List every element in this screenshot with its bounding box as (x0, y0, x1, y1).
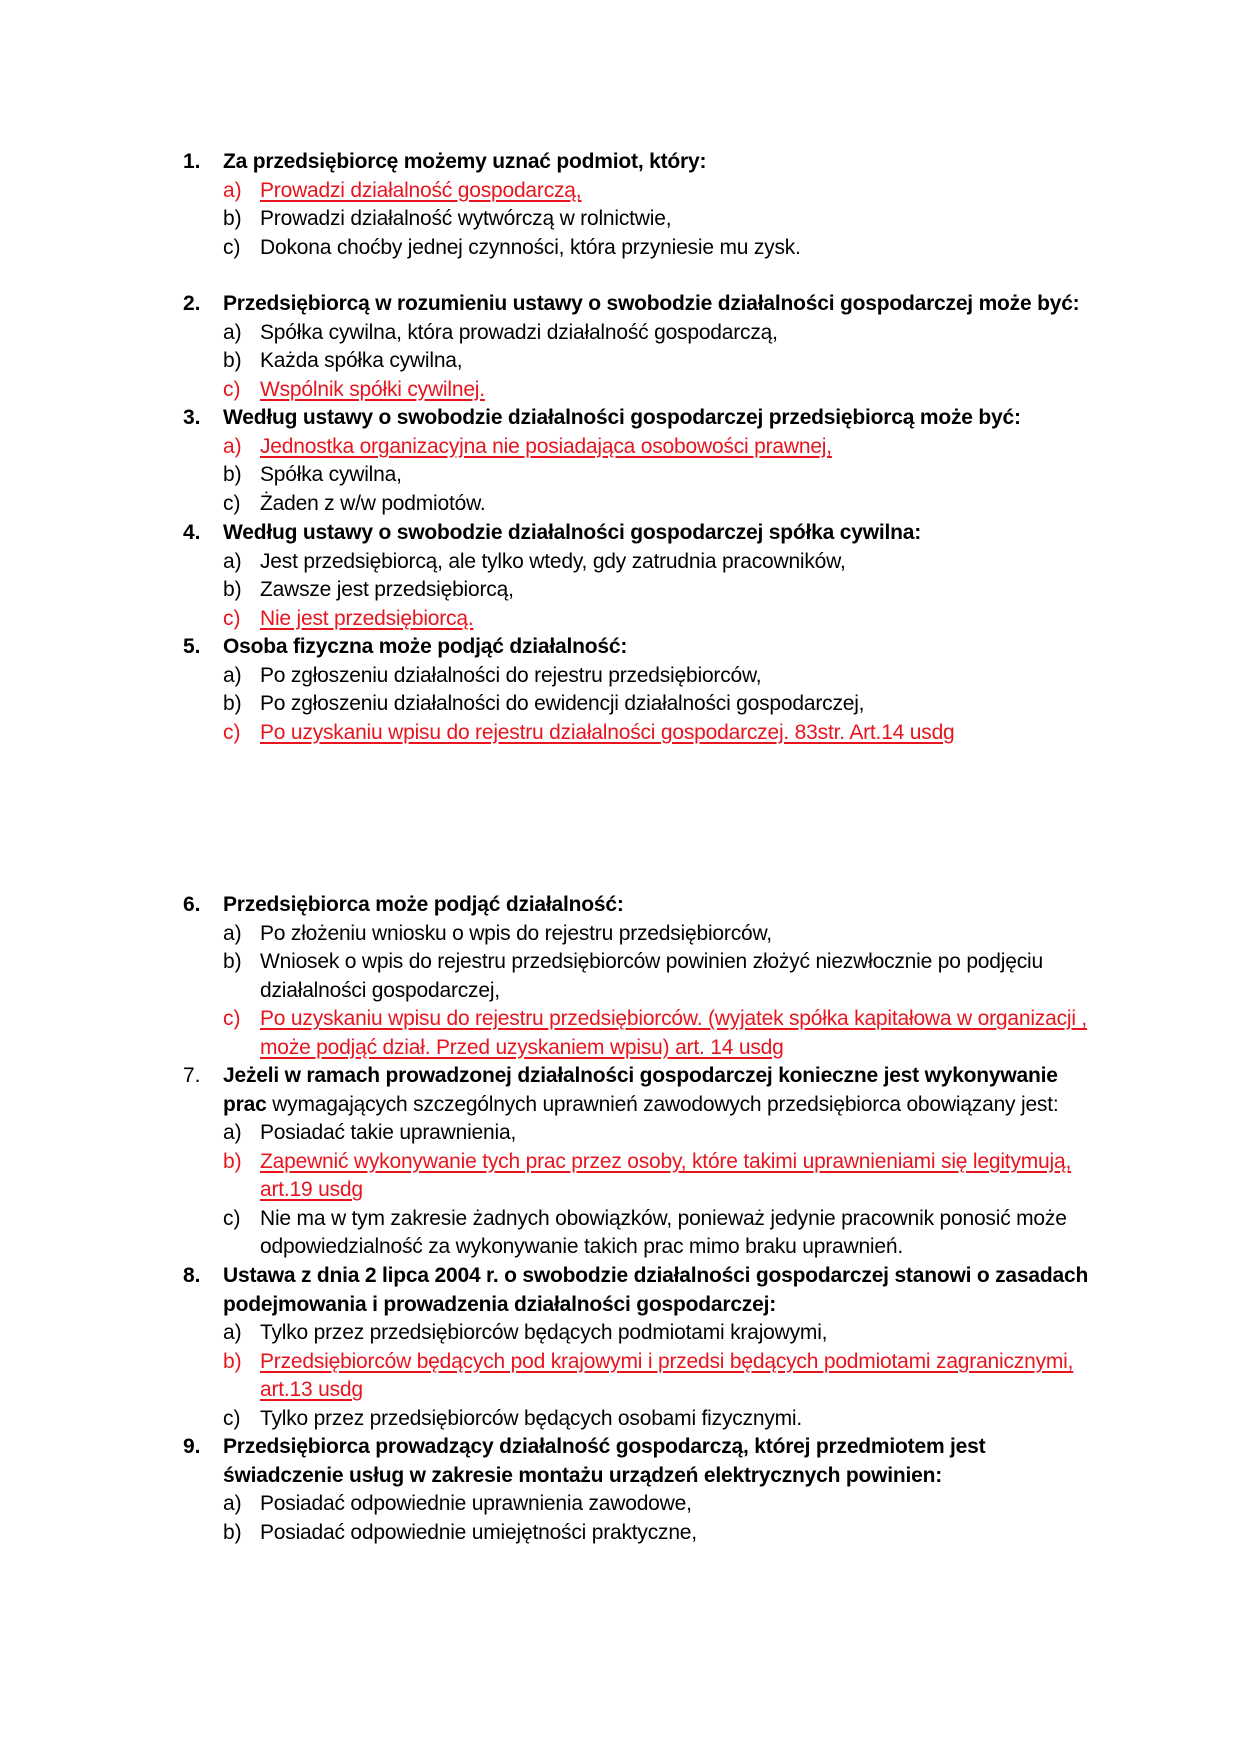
question-text: Za przedsiębiorcę możemy uznać podmiot, który: (223, 150, 707, 173)
option-c (0, 376, 1240, 405)
question-4 (0, 519, 1240, 633)
option-b (0, 461, 1240, 490)
option-text: Żaden z w/w podmiotów. (260, 491, 486, 515)
question-1 (0, 148, 1240, 262)
option-letter: b) (223, 207, 242, 230)
option-b (0, 576, 1240, 605)
question-number: 5. (183, 635, 201, 658)
option-text: Posiadać odpowiednie umiejętności praktyczne, (260, 1520, 697, 1544)
option-letter: b) (223, 1349, 242, 1373)
question-line (0, 891, 1240, 920)
question-number: 1. (183, 150, 201, 173)
question-line (0, 519, 1240, 548)
option-a (0, 1490, 1240, 1519)
option-letter: c) (223, 491, 241, 515)
question-text: Według ustawy o swobodzie działalności gospodarczej przedsiębiorcą może być: (223, 406, 1021, 429)
option-letter: b) (223, 1520, 242, 1544)
option-a (0, 177, 1240, 206)
option-text: Posiadać odpowiednie uprawnienia zawodowe, (260, 1492, 692, 1515)
question-text-normal: wymagających szczególnych uprawnień zawodowych przedsiębiorca obowiązany jest: (266, 1092, 1059, 1116)
option-text: Posiadać takie uprawnienia, (260, 1121, 517, 1144)
option-text: Prowadzi działalność wytwórczą w rolnictwie, (260, 207, 672, 230)
option-b (0, 1148, 1240, 1177)
question-text-continuation: świadczenie usług w zakresie montażu urządzeń elektrycznych powinien: (223, 1463, 943, 1487)
option-text: Po zgłoszeniu działalności do rejestru przedsiębiorców, (260, 663, 762, 687)
option-letter: b) (223, 1149, 242, 1173)
option-text: Jest przedsiębiorcą, ale tylko wtedy, gdy zatrudnia pracowników, (260, 549, 846, 573)
option-letter: c) (223, 235, 241, 259)
option-letter: a) (223, 434, 242, 458)
question-7 (0, 1062, 1240, 1262)
option-a (0, 1119, 1240, 1148)
option-text: Każda spółka cywilna, (260, 349, 463, 372)
option-b-continuation (0, 977, 1240, 1006)
option-text: Zapewnić wykonywanie tych prac przez osoby, które takimi uprawnieniami się legitymują, (260, 1149, 1072, 1173)
option-text: Tylko przez przedsiębiorców będących podmiotami krajowymi, (260, 1321, 828, 1344)
question-number: 8. (183, 1264, 201, 1287)
option-b (0, 347, 1240, 376)
option-c (0, 1405, 1240, 1434)
option-text: Nie ma w tym zakresie żadnych obowiązków, ponieważ jedynie pracownik ponosić może (260, 1206, 1067, 1230)
option-a (0, 319, 1240, 348)
question-3 (0, 404, 1240, 518)
question-text: Według ustawy o swobodzie działalności gospodarczej spółka cywilna: (223, 521, 922, 544)
question-text-continuation: podejmowania i prowadzenia działalności gospodarczej: (223, 1292, 777, 1316)
option-c-continuation (0, 1034, 1240, 1063)
option-text: Nie jest przedsiębiorcą. (260, 606, 474, 630)
option-b-continuation (0, 1176, 1240, 1205)
option-text: Przedsiębiorców będących pod krajowymi i przedsi będących podmiotami zagranicznymi, (260, 1349, 1074, 1373)
question-line-2 (0, 1462, 1240, 1491)
option-b (0, 948, 1240, 977)
question-line (0, 1062, 1240, 1091)
option-b-continuation (0, 1376, 1240, 1405)
option-letter: a) (223, 320, 242, 344)
question-9 (0, 1433, 1240, 1547)
option-c (0, 719, 1240, 748)
option-letter: a) (223, 663, 242, 687)
option-text: Po uzyskaniu wpisu do rejestru działalności gospodarczej. 83str. Art.14 usdg (260, 720, 955, 744)
question-number: 2. (183, 292, 201, 315)
option-text: Po zgłoszeniu działalności do ewidencji działalności gospodarczej, (260, 692, 865, 715)
option-letter: a) (223, 1321, 242, 1344)
option-c (0, 234, 1240, 263)
question-line (0, 633, 1240, 662)
option-text-continuation: art.19 usdg (260, 1178, 363, 1201)
question-line (0, 404, 1240, 433)
option-letter: b) (223, 463, 242, 486)
option-letter: c) (223, 1007, 241, 1030)
question-text-continuation (223, 1091, 1059, 1120)
question-number: 4. (183, 521, 201, 544)
option-text: Wspólnik spółki cywilnej. (260, 377, 485, 401)
option-text: Prowadzi działalność gospodarczą, (260, 178, 582, 202)
option-text: Spółka cywilna, (260, 463, 402, 486)
option-a (0, 433, 1240, 462)
option-text-continuation: art.13 usdg (260, 1378, 363, 1401)
question-text: Przedsiębiorca może podjąć działalność: (223, 893, 624, 916)
option-b (0, 205, 1240, 234)
question-6 (0, 891, 1240, 1062)
question-5 (0, 633, 1240, 747)
option-b (0, 690, 1240, 719)
option-c-continuation (0, 1233, 1240, 1262)
option-letter: a) (223, 1121, 242, 1144)
option-text: Jednostka organizacyjna nie posiadająca osobowości prawnej, (260, 434, 832, 458)
question-text: Przedsiębiorca prowadzący działalność gospodarczą, której przedmiotem jest (223, 1435, 986, 1458)
option-letter: c) (223, 720, 241, 744)
option-letter: a) (223, 1492, 242, 1515)
option-c (0, 1205, 1240, 1234)
option-c (0, 490, 1240, 519)
option-text: Dokona choćby jednej czynności, która przyniesie mu zysk. (260, 235, 801, 259)
option-letter: c) (223, 1406, 241, 1430)
question-text-bold: prac (223, 1092, 267, 1116)
option-letter: b) (223, 950, 242, 973)
option-b (0, 1348, 1240, 1377)
question-line (0, 148, 1240, 177)
question-line (0, 1433, 1240, 1462)
option-text-continuation: odpowiedzialność za wykonywanie takich prac mimo braku uprawnień. (260, 1235, 903, 1258)
option-letter: b) (223, 349, 242, 372)
option-a (0, 920, 1240, 949)
question-number: 3. (183, 406, 201, 429)
option-letter: a) (223, 178, 242, 202)
option-letter: c) (223, 1206, 241, 1230)
option-a (0, 548, 1240, 577)
question-number: 7. (183, 1064, 201, 1087)
option-c (0, 605, 1240, 634)
option-letter: a) (223, 921, 242, 945)
question-2 (0, 290, 1240, 404)
option-b (0, 1519, 1240, 1548)
option-letter: c) (223, 606, 241, 630)
option-text: Spółka cywilna, która prowadzi działalność gospodarczą, (260, 320, 778, 344)
option-letter: b) (223, 578, 242, 601)
question-number: 6. (183, 893, 201, 916)
option-a (0, 662, 1240, 691)
option-text: Po złożeniu wniosku o wpis do rejestru przedsiębiorców, (260, 921, 772, 945)
question-line (0, 1262, 1240, 1291)
option-letter: b) (223, 692, 242, 715)
option-letter: a) (223, 549, 242, 573)
option-text-continuation: może podjąć dział. Przed uzyskaniem wpisu) art. 14 usdg (260, 1035, 784, 1059)
question-line (0, 290, 1240, 319)
question-text: Osoba fizyczna może podjąć działalność: (223, 635, 628, 658)
option-text: Po uzyskaniu wpisu do rejestru przedsiębiorców. (wyjatek spółka kapitałowa w organizacji , (260, 1007, 1088, 1030)
option-a (0, 1319, 1240, 1348)
question-text: Przedsiębiorcą w rozumieniu ustawy o swobodzie działalności gospodarczej może być: (223, 292, 1080, 315)
option-c (0, 1005, 1240, 1034)
option-text-continuation: działalności gospodarczej, (260, 978, 500, 1002)
option-text: Wniosek o wpis do rejestru przedsiębiorców powinien złożyć niezwłocznie po podjęciu (260, 950, 1043, 973)
option-text: Zawsze jest przedsiębiorcą, (260, 578, 514, 601)
option-text: Tylko przez przedsiębiorców będących osobami fizycznymi. (260, 1406, 803, 1430)
question-number: 9. (183, 1435, 201, 1458)
question-8 (0, 1262, 1240, 1433)
question-text: Jeżeli w ramach prowadzonej działalności gospodarczej konieczne jest wykonywanie (223, 1064, 1058, 1087)
option-letter: c) (223, 377, 241, 401)
question-line-2 (0, 1091, 1240, 1120)
question-text: Ustawa z dnia 2 lipca 2004 r. o swobodzie działalności gospodarczej stanowi o zasadach (223, 1264, 1089, 1287)
question-line-2 (0, 1291, 1240, 1320)
